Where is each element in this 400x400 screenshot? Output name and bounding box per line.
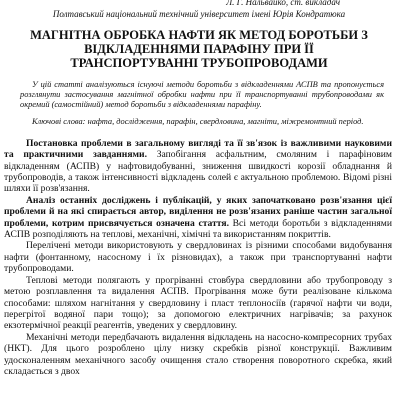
paragraph-literature-analysis <box>4 195 392 241</box>
paragraph-problem-statement <box>4 138 392 195</box>
section-heading-analysis: Аналіз останніх досліджень і публікацій, у яких започатковано розв'язання цієї проблеми й на які спирається автор, виділення не розв'язаних раніше частин загальної проблеми, котрим присвячується означена стаття. <box>4 194 392 229</box>
paragraph-text: Запобігання асфальтним, смоляним і парафіновим відкладенням (АСПВ) у нафтовидобуванні, зниження швидкості корозії обладнання й трубопроводів, а також інтенсивності відкладень солей є актуальною проблемою. Відомі різні шляхи її розв'язання. <box>4 149 392 195</box>
abstract: У цій статті аналізуються існуючі методи боротьби з відкладеннями АСПВ та пропонується розглянути застосування магнітної обробки нафти при її транспортуванні трубопроводами як окремий (самостійний) метод боротьби з відкладеннями парафіну. <box>20 80 384 110</box>
paper-title: МАГНІТНА ОБРОБКА НАФТИ ЯК МЕТОД БОРОТЬБИ З ВІДКЛАДЕННЯМИ ПАРАФІНУ ПРИ ЇЇ ТРАНСПОРТУВАННІ ТРУБОПРОВОДАМИ <box>30 28 368 70</box>
paragraph-text: Всі методи боротьби з відкладеннями АСПВ розподіляють на теплові, механічні, хімічні та використанням покриттів. <box>4 217 392 241</box>
author-line: Л. Г. Нальвайко, ст. викладач <box>226 0 340 7</box>
paragraph-thermal-methods: Теплові методи полягають у прогріванні стовбура свердловини або трубопроводу з метою розплавлення та видалення АСПВ. Прогрівання може бути реалізоване кількома способами: шляхом нагнітання у свердловину і пласт теплоносіїв (гарячої нафти чи води, перегрітої водяної пари тощо); за допомогою електричних нагрівачів; за рахунок екзотермічної реакції реагентів, уведених у свердловину. <box>4 274 392 332</box>
affiliation: Полтавський національний технічний університет імені Юрія Кондратюка <box>52 9 346 19</box>
section-heading-problem: Постановка проблеми в загальному вигляді та її зв'язок із важливими науковими та практичними завданнями. <box>4 137 392 161</box>
keywords <box>20 117 384 127</box>
keywords-text: нафта, дослідження, парафін, свердловина, магніти, міжремонтний період. <box>87 116 364 126</box>
keywords-label: Ключові слова: <box>32 116 86 126</box>
paragraph-mechanical-methods: Механічні методи передбачають видалення відкладень на насосно-компресорних трубах (НКТ). Для цього розроблено цілу низку скребків різної конструкції. Важливим удосконаленням механічного засобу очищення стало створення поворотного скребка, який складається з двох <box>4 331 392 377</box>
paragraph-methods-usage: Перелічені методи використовують у свердловинах із різними способами видобування нафти (фонтанному, насосному і їх різновидах), а також при транспортуванні нафти трубопроводами. <box>4 240 392 275</box>
article-body <box>4 138 392 378</box>
